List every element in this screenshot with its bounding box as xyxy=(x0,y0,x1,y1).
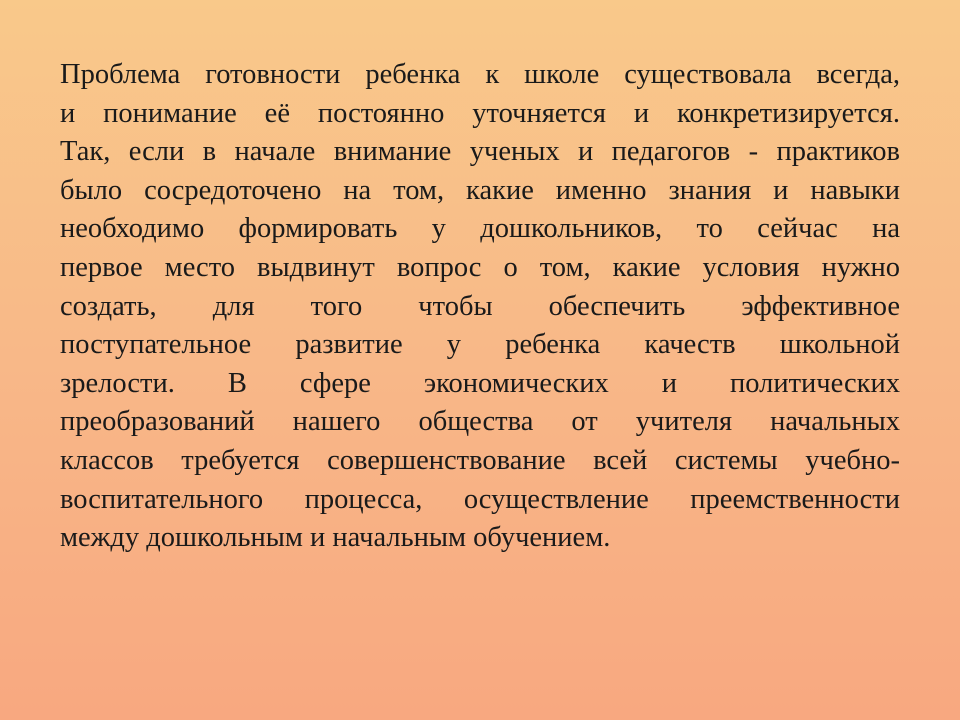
text-line-6: первое место выдвинут вопрос о том, какие условия нужно xyxy=(60,251,900,283)
text-line-1: Проблема готовности ребенка к школе существовала всегда, xyxy=(60,59,900,90)
text-line-9: зрелости. В сфере экономических и политических xyxy=(60,367,900,399)
slide-body-text xyxy=(60,56,900,558)
text-line-7: создать, для того чтобы обеспечить эффективное xyxy=(60,290,900,322)
text-line-5: необходимо формировать у дошкольников, то сейчас на xyxy=(60,213,900,245)
text-line-13: между дошкольным и начальным обучением. xyxy=(60,522,611,554)
text-line-10: преобразований нашего общества от учителя начальных xyxy=(60,406,900,438)
text-line-3: Так, если в начале внимание ученых и педагогов - практиков xyxy=(60,136,900,168)
text-line-2: и понимание её постоянно уточняется и конкретизируется. xyxy=(60,97,900,129)
text-line-8: поступательное развитие у ребенка качеств школьной xyxy=(60,329,900,361)
text-line-4: было сосредоточено на том, какие именно знания и навыки xyxy=(60,174,900,206)
text-line-11: классов требуется совершенствование всей системы учебно- xyxy=(60,444,900,476)
text-line-12: воспитательного процесса, осуществление преемственности xyxy=(60,483,900,515)
